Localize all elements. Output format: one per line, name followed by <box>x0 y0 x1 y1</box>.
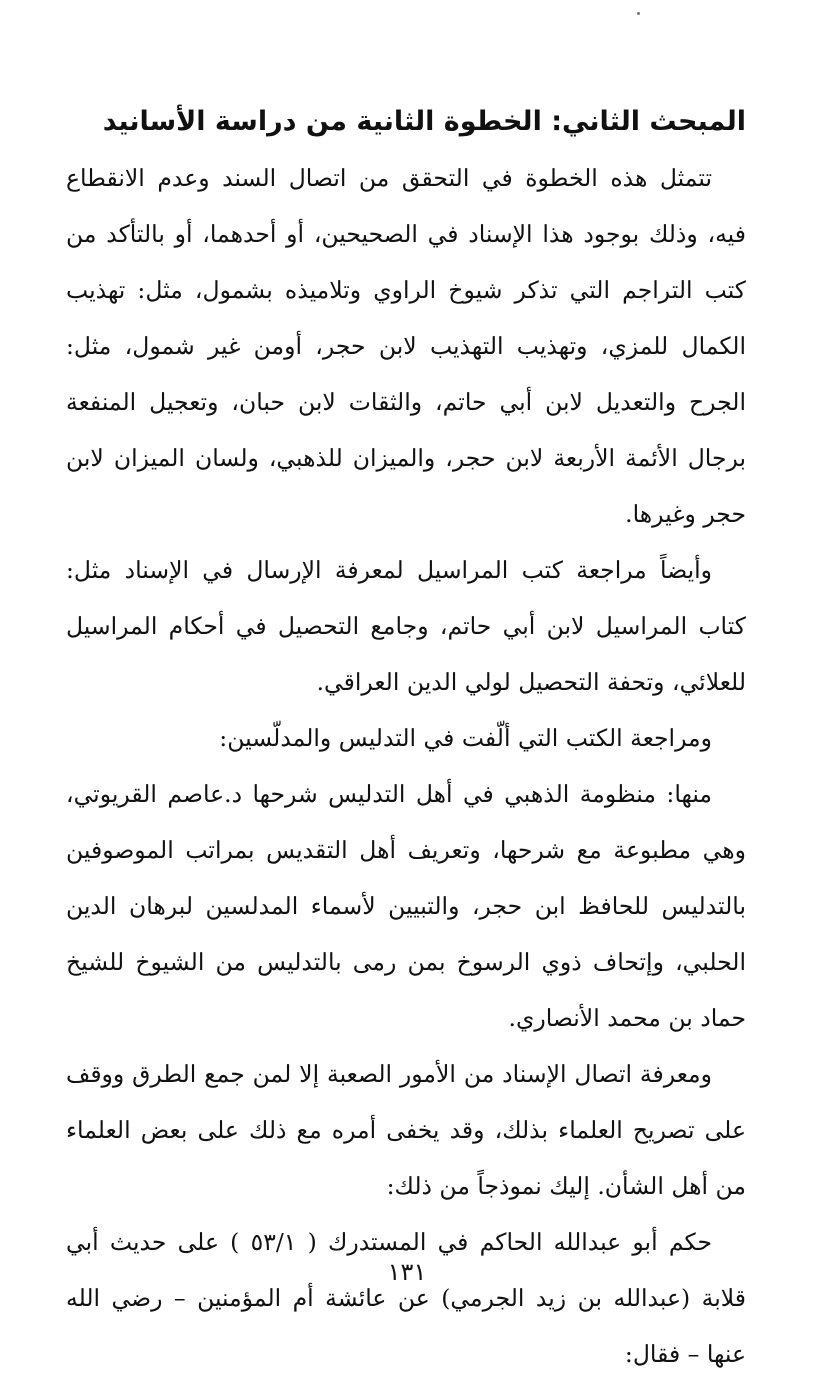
page-number: ١٣١ <box>387 1258 427 1286</box>
paragraph-tadlis-books-intro: ومراجعة الكتب التي ألّفت في التدليس والمدلّسين: <box>219 724 712 752</box>
section-heading: المبحث الثاني: الخطوة الثانية من دراسة الأسانيد <box>102 106 746 137</box>
paragraph-tadlis-books-list: منها: منظومة الذهبي في أهل التدليس شرحها د.عاصم القريوتي، وهي مطبوعة مع شرحها، وتعريف أهل التقديس بمراتب الموصوفين بالتدليس للحافظ ابن حجر، والتبيين لأسماء المدلسين لبرهان الدين الحلبي، وإتحاف ذوي الرسوخ بمن رمى بالتدليس من الشيوخ للشيخ حماد بن محمد الأنصاري. <box>66 780 746 1032</box>
scan-speck <box>637 12 640 15</box>
page-body <box>66 96 746 1382</box>
paragraph-mursal-books: وأيضاً مراجعة كتب المراسيل لمعرفة الإرسال في الإسناد مثل: كتاب المراسيل لابن أبي حاتم، وجامع التحصيل في أحكام المراسيل للعلائي، وتحفة التحصيل لولي الدين العراقي. <box>66 556 746 696</box>
paragraph-hakim-example: حكم أبو عبدالله الحاكم في المستدرك ( ٥٣/١ ) على حديث أبي قلابة (عبدالله بن زيد الجرمي) عن عائشة أم المؤمنين – رضي الله عنها – فقال: <box>66 1228 746 1368</box>
paragraph-difficulty-note: ومعرفة اتصال الإسناد من الأمور الصعبة إلا لمن جمع الطرق ووقف على تصريح العلماء بذلك، وقد يخفى أمره مع ذلك على بعض العلماء من أهل الشأن. إليك نموذجاً من ذلك: <box>66 1060 746 1200</box>
paragraph-connection-check: تتمثل هذه الخطوة في التحقق من اتصال السند وعدم الانقطاع فيه، وذلك بوجود هذا الإسناد في الصحيحين، أو أحدهما، أو بالتأكد من كتب التراجم التي تذكر شيوخ الراوي وتلاميذه بشمول، مثل: تهذيب الكمال للمزي، وتهذيب التهذيب لابن حجر، أومن غير شمول، مثل: الجرح والتعديل لابن أبي حاتم، والثقات لابن حبان، وتعجيل المنفعة برجال الأئمة الأربعة لابن حجر، والميزان للذهبي، ولسان الميزان لابن حجر وغيرها. <box>66 164 746 528</box>
